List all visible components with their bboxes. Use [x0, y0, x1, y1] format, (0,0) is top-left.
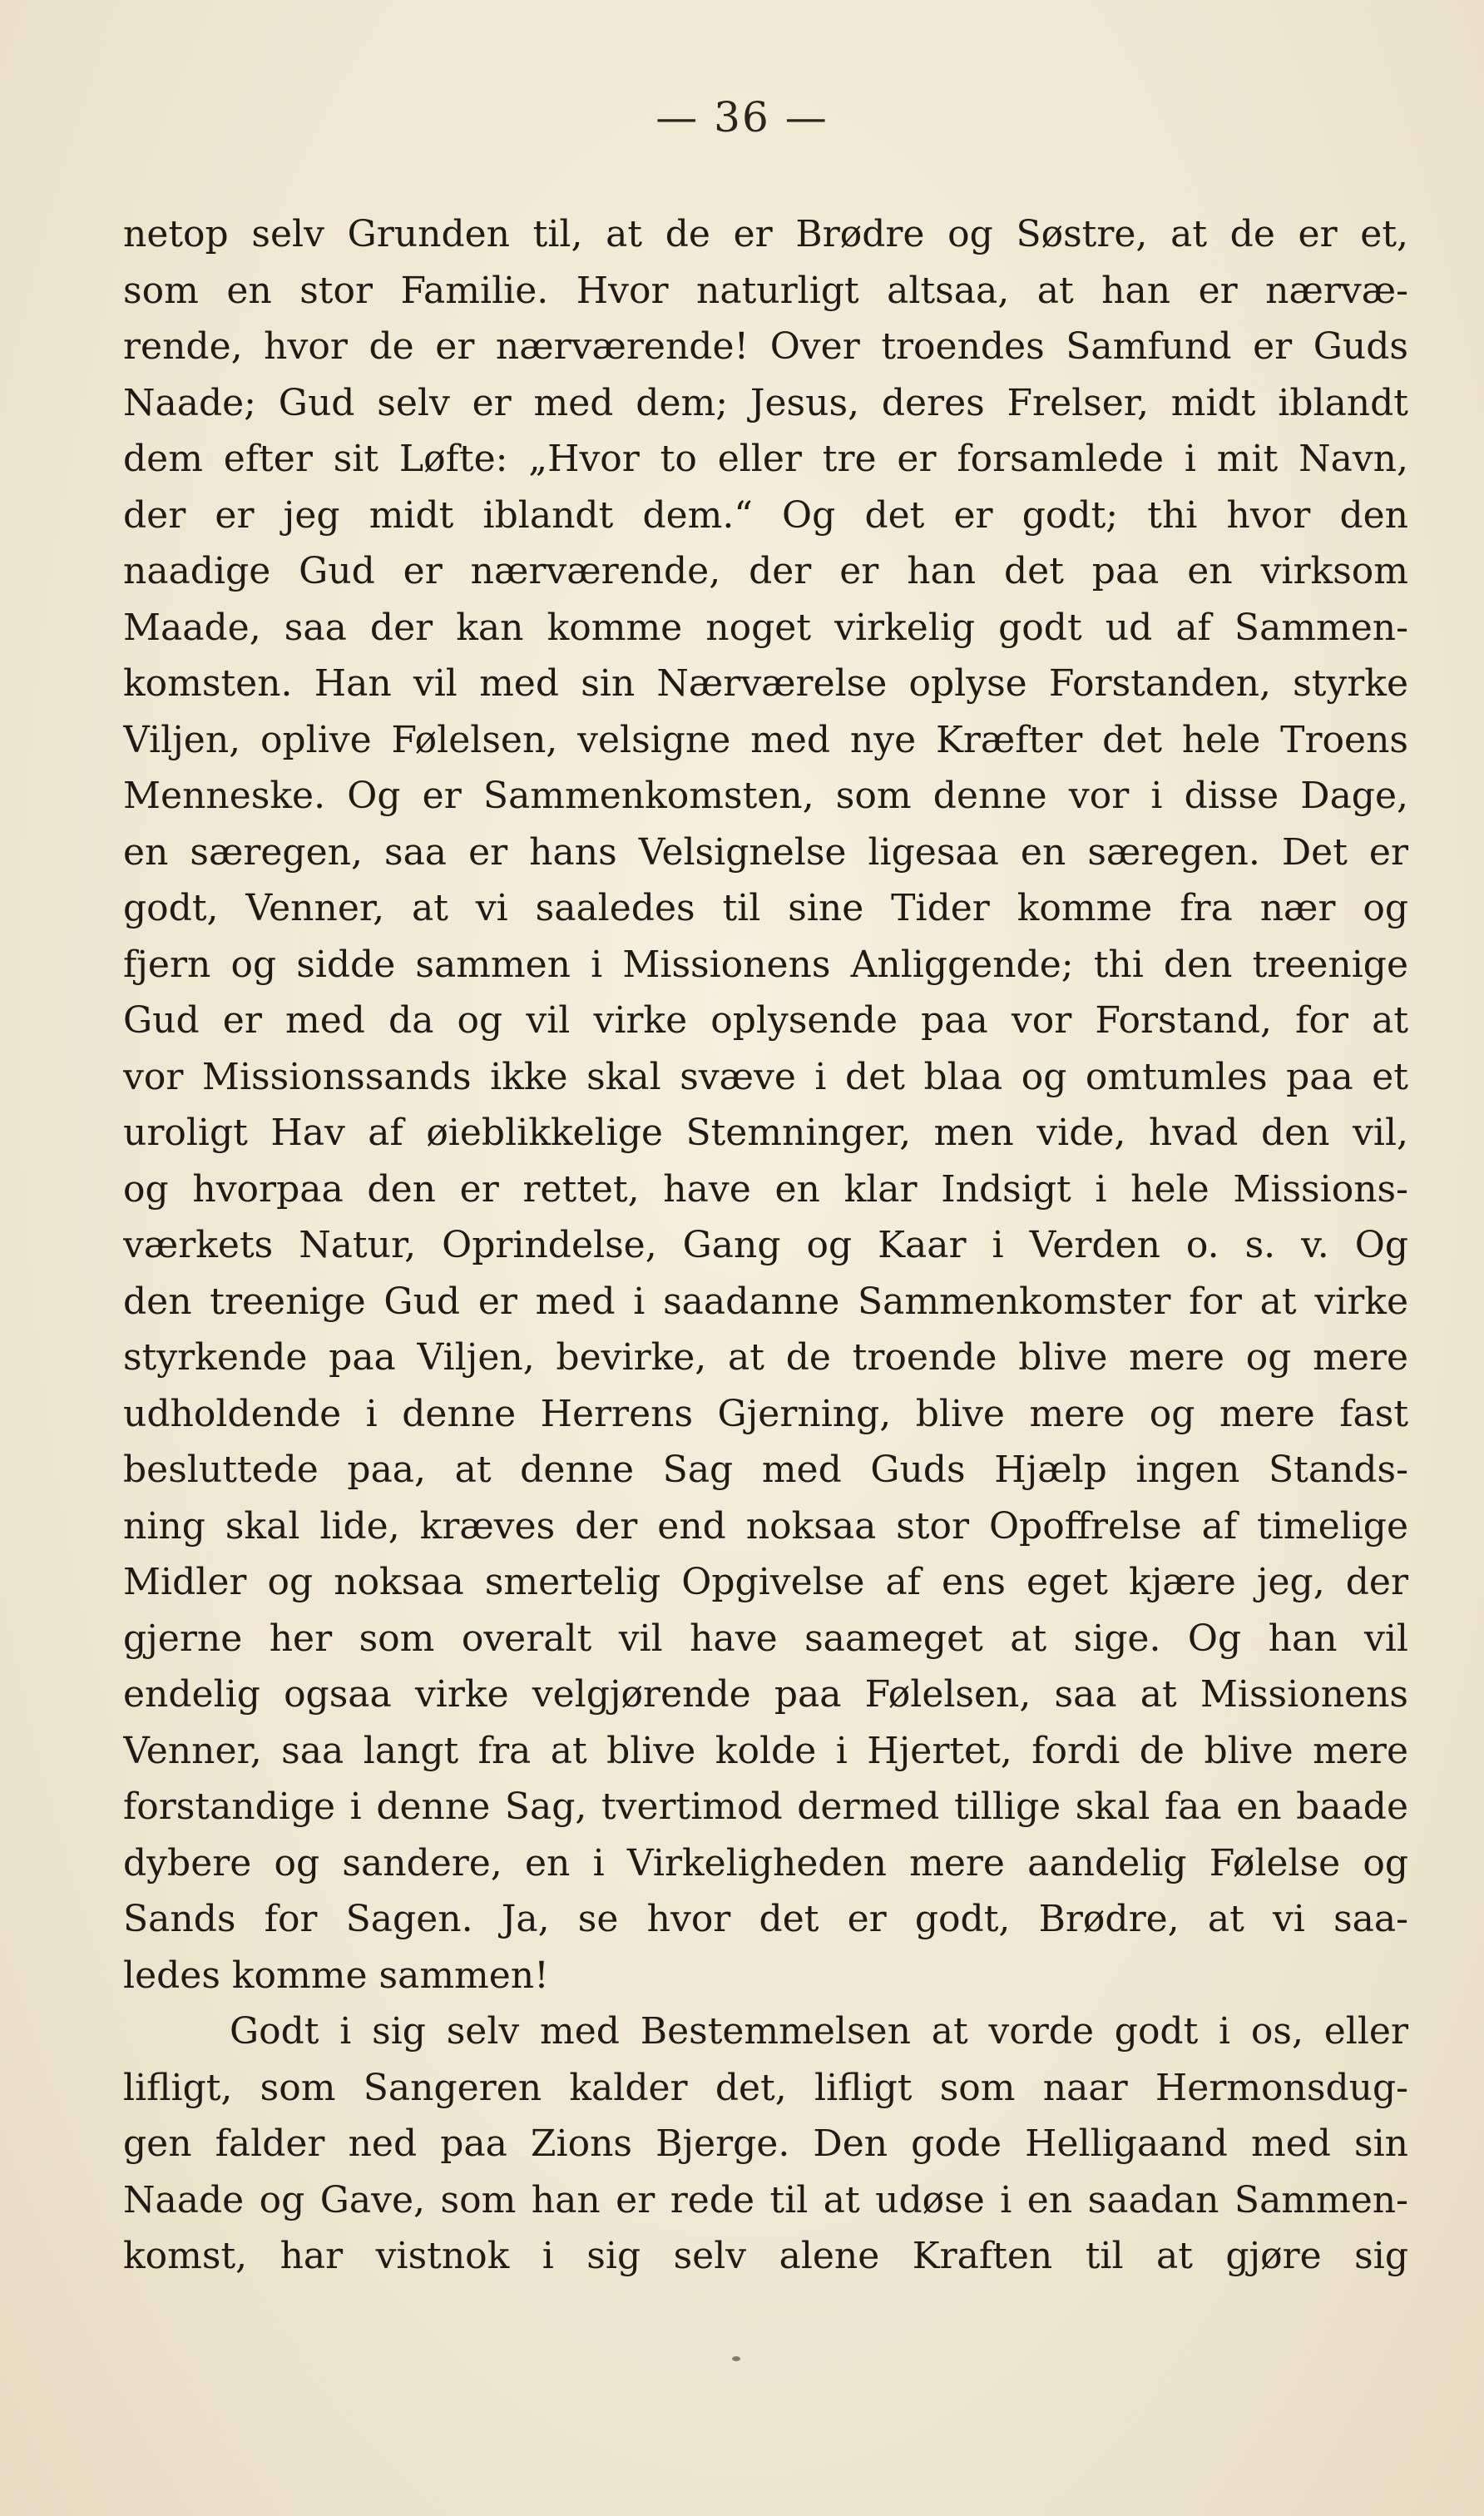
text-line-13: godt, Venner, at vi saaledes til sine Tider komme fra nær og: [123, 887, 1408, 929]
text-line-18: og hvorpaa den er rettet, have en klar Indsigt i hele Missions-: [123, 1167, 1408, 1211]
text-line-37: komst, har vistnok i sig selv alene Kraften til at gjøre sig: [123, 2235, 1408, 2277]
text-line-20: den treenige Gud er med i saadanne Sammenkomster for at virke: [123, 1280, 1408, 1323]
text-line-28: Venner, saa langt fra at blive kolde i Hjertet, fordi de blive mere: [123, 1729, 1408, 1772]
text-line-2: som en stor Familie. Hvor naturligt altsaa, at han er nærvæ-: [123, 269, 1408, 312]
text-line-30: dybere og sandere, en i Virkeligheden mere aandelig Følelse og: [123, 1841, 1408, 1885]
text-line-7: naadige Gud er nærværende, der er han det paa en virksom: [123, 550, 1408, 592]
text-line-17: uroligt Hav af øieblikkelige Stemninger, men vide, hvad den vil,: [123, 1112, 1408, 1154]
text-line-21: styrkende paa Viljen, bevirke, at de troende blive mere og mere: [123, 1336, 1408, 1379]
text-line-29: forstandige i denne Sag, tvertimod dermed tillige skal faa en baade: [123, 1785, 1408, 1828]
text-line-11: Menneske. Og er Sammenkomsten, som denne vor i disse Dage,: [123, 775, 1408, 817]
text-line-26: gjerne her som overalt vil have saameget at sige. Og han vil: [123, 1617, 1408, 1660]
text-line-19: værkets Natur, Oprindelse, Gang og Kaar i Verden o. s. v. Og: [123, 1224, 1408, 1266]
page-number: — 36 —: [655, 93, 829, 141]
text-line-12: en særegen, saa er hans Velsignelse ligesaa en særegen. Det er: [123, 830, 1408, 874]
text-line-14: fjern og sidde sammen i Missionens Anliggende; thi den treenige: [123, 943, 1408, 986]
text-line-23: besluttede paa, at denne Sag med Guds Hjælp ingen Stands-: [123, 1449, 1408, 1491]
text-line-1: netop selv Grunden til, at de er Brødre og Søstre, at de er et,: [123, 213, 1408, 255]
text-line-32: ledes komme sammen!: [123, 1954, 549, 1997]
text-line-3: rende, hvor de er nærværende! Over troendes Samfund er Guds: [123, 325, 1408, 368]
text-line-15: Gud er med da og vil virke oplysende paa vor Forstand, for at: [123, 999, 1408, 1042]
text-line-33: Godt i sig selv med Bestemmelsen at vorde godt i os, eller: [230, 2010, 1408, 2053]
text-line-4: Naade; Gud selv er med dem; Jesus, deres Frelser, midt iblandt: [123, 381, 1408, 424]
text-line-8: Maade, saa der kan komme noget virkelig godt ud af Sammen-: [123, 606, 1408, 649]
text-line-6: der er jeg midt iblandt dem.“ Og det er godt; thi hvor den: [123, 493, 1408, 537]
text-line-25: Midler og noksaa smertelig Opgivelse af ens eget kjære jeg, der: [123, 1561, 1408, 1603]
text-line-10: Viljen, oplive Følelsen, velsigne med nye Kræfter det hele Troens: [123, 718, 1408, 761]
text-line-36: Naade og Gave, som han er rede til at udøse i en saadan Sammen-: [123, 2178, 1408, 2221]
text-line-9: komsten. Han vil med sin Nærværelse oplyse Forstanden, styrke: [123, 662, 1408, 705]
body-text: [123, 206, 1408, 2285]
ink-smudge: [732, 2356, 740, 2361]
text-line-24: ning skal lide, kræves der end noksaa stor Opoffrelse af timelige: [123, 1504, 1408, 1548]
text-line-16: vor Missionssands ikke skal svæve i det blaa og omtumles paa et: [123, 1055, 1408, 1098]
text-line-22: udholdende i denne Herrens Gjerning, blive mere og mere fast: [123, 1392, 1408, 1435]
text-line-27: endelig ogsaa virke velgjørende paa Følelsen, saa at Missionens: [123, 1673, 1408, 1716]
text-line-35: gen falder ned paa Zions Bjerge. Den gode Helligaand med sin: [123, 2122, 1408, 2165]
text-line-5: dem efter sit Løfte: „Hvor to eller tre er forsamlede i mit Navn,: [123, 438, 1408, 480]
text-line-31: Sands for Sagen. Ja, se hvor det er godt, Brødre, at vi saa-: [123, 1898, 1408, 1940]
text-line-34: lifligt, som Sangeren kalder det, lifligt som naar Hermonsdug-: [123, 2066, 1408, 2109]
